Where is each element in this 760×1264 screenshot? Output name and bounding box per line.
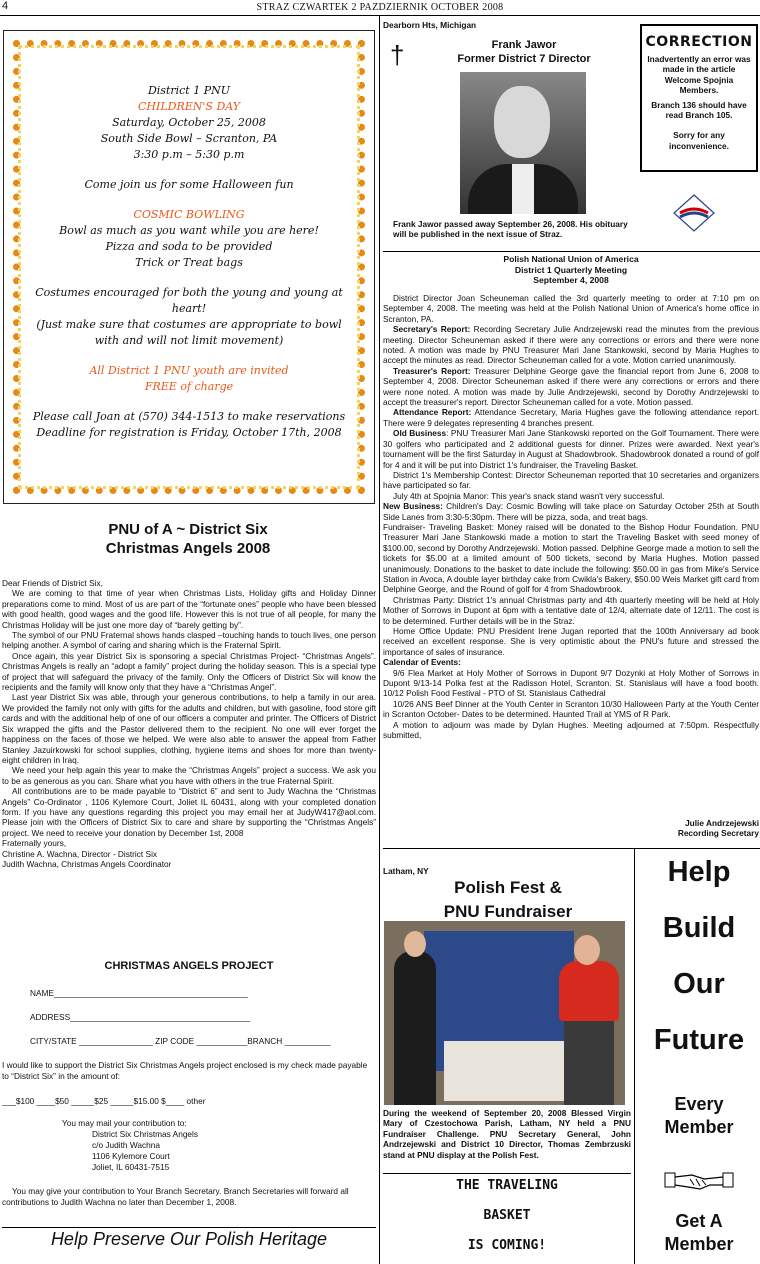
letter-paragraph: The symbol of our PNU Fraternal shows hands clasped –touching hands to touch lives, one person helping another. A symbol of caring and sharing which is the Fraternal Spirit. — [2, 630, 376, 651]
polishfest-title — [383, 876, 633, 924]
minutes-text: 10/26 ANS Beef Dinner at the Youth Center in Scranton 10/30 Halloween Party at the Youth Center in Scranton October- Dates to be determined. Haunted Trail at YMS of R Park. — [383, 698, 759, 720]
mail-address-line-4: Joliet, IL 60431-7515 — [92, 1162, 170, 1172]
letter-paragraph: Fraternally yours, — [2, 838, 67, 849]
letter-paragraph: Last year District Six was able, through your generous contributions, to help a family in our area. We provided the family not only with gifts for the adults and children, but with gasoline, food store gift cards and with the additional help of one of our officers a computer and printer. The Officers of District Six wrapped the gifts and the Pastor delivered them to the recipient. No one will ever forget the happiness on the faces of those we helped. We were also able to answer the appeal from Father Stanley Jazuirkowski for school supplies, clothing, hygiene items and shoes for more than twenty-eight children in Iraq. — [2, 692, 376, 765]
minutes-section-label: Secretary's Report: — [393, 324, 471, 335]
help-build-our-future-ad — [640, 0, 758, 1264]
flyer-line: Pizza and soda to be provided — [105, 240, 273, 253]
minutes-text: July 4th at Spojnia Manor: This year's snack stand wasn't very successful. — [393, 490, 665, 501]
help-word-1: Help — [667, 856, 731, 888]
minutes-text: Children's Day: Cosmic Bowling will take place on Saturday October 25th at South Side Lanes from 3:30-5:30pm. There will be pizza, soda, and treat bags. — [383, 501, 759, 522]
title-line-2: Christmas Angels 2008 — [105, 540, 271, 557]
minutes-text: : PNU Treasurer Mari Jane Stankowski reported on the Golf Tournament. There were 30 golfers who participated and 2 additional guests for dinner. Prizes were awarded. Next year's tournament will be the first Saturday in August at Shadowbrook. Shadowbrook donated a round of golf for 4 and it will be put into District 1's fundraiser, the Traveling Basket. — [383, 428, 759, 470]
column-divider — [379, 16, 380, 1264]
heritage-rule — [2, 1227, 376, 1228]
minutes-text: Home Office Update: PNU President Irene Jugan reported that the 100th Anniversary ad book received an excellent response. She is very optimistic about the PNU's future and stressed the importance of sales of insurance. — [383, 626, 759, 657]
help-word-4: Future — [653, 1024, 745, 1056]
basket-line-1: THE TRAVELING — [456, 1178, 558, 1193]
branch-note: You may give your contribution to Your Branch Secretary. Branch Secretaries will forward all contributions to Judith Wachna no later than December 1, 2008. — [2, 1186, 349, 1207]
frank-jawor-photo — [460, 72, 586, 214]
minutes-text: Attendance Secretary, Maria Hughes gave the following attendance report. There were 9 delegates representing 4 branches present. — [383, 407, 760, 428]
letter-paragraph: Dear Friends of District Six, — [2, 578, 103, 588]
letter-paragraph: We need your help again this year to make the “Christmas Angels” project a success. We ask you to be as generous as you can. Share what you have with others in the true Fraternal Spirit. — [2, 765, 376, 786]
letter-paragraph: All contributions are to be made payable to “District 6” and sent to Judy Wachna the “Christmas Angels” Co-Ordinator , 1106 Kylemore Court, Joliet IL 60431, along with your completed donation form. If you have any questions regarding this project you may email her at JudyW417@aol.com. Please join with the Officers of District Six to care and share by supporting the “Christmas Angels” project. We need to receive your donation by December 1st, 2008 — [2, 786, 376, 838]
minutes-text: Fundraiser- Traveling Basket: Money raised will be donated to the Bishop Hodur Foundation. PNU Treasurer Mari Jane Stankowski made a motion to start the Traveling Basket with seed money of $100.00, second by Dorothy Andrzejewski. Motion passed. Delphine George made a motion to sell the tickets for $5.00 at a limited amount of 500 tickets, second by Maria Hughes. Motion passed unanimously. Donations to the basket to date include the following: $50.00 in gas from Mike's Service Station in Avoca, A double layer birthday cake from Cwikla's Bakery, $50.00 Weis Market gift card from Delphine George, and the Round of golf for 4 from Shadowbrook. — [383, 521, 759, 595]
get-a-word: Get A — [675, 1211, 723, 1231]
flyer-line — [28, 395, 350, 409]
signature-name: Julie Andrzejewski — [685, 818, 759, 828]
obituary-heading — [420, 38, 628, 66]
mail-instruction: You may mail your contribution to: — [62, 1118, 187, 1128]
minutes-text: District 1's Membership Contest: Director Scheuneman reported that 10 secretaries and organizers have participated so far. — [383, 469, 759, 491]
traveling-basket-notice — [383, 1178, 631, 1253]
obituary-location: Dearborn Hts, Michigan — [383, 20, 477, 30]
letter-paragraph: Christine A. Wachna, Director - District Six — [2, 848, 158, 859]
flyer-line: FREE of charge — [144, 380, 234, 393]
minutes-text: Christmas Party: District 1's annual Christmas party and 4th quarterly meeting will be held at Holy Mother of Sorrows in Dupont at 6pm with a tentative date of 12/4, alternate date of 12/11. The cost is to be determined. Further details will be in the Straz. — [383, 594, 759, 626]
basket-line-3: IS COMING! — [467, 1238, 547, 1253]
correction-heading: CORRECTION — [645, 34, 753, 50]
minutes-section-label: New Business: — [383, 501, 443, 512]
address-field[interactable]: ADDRESS_______________________________________ — [30, 1012, 251, 1022]
minutes-section-label: Calendar of Events: — [383, 657, 461, 668]
flyer-line: 3:30 p.m – 5:30 p.m — [133, 148, 245, 161]
help-word-2: Build — [662, 912, 736, 944]
flyer-line: CHILDREN'S DAY — [137, 100, 241, 113]
minutes-text: Treasurer Delphine George gave the financial report from June 6, 2008 to September 4, 2008. Director Scheuneman asked if there were any corrections or errors and there were none noted. A motion was made by Julie Andrzejewski, second by Dorothy Andrzejewski to accept the treasurer's report. Director Scheuneman called for a vote. Motion passed. — [383, 365, 759, 408]
minutes-text: 9/6 Flea Market at Holy Mother of Sorrows in Dupont 9/7 Dozynki at Holy Mother of Sorrows in Dupont 9/13-14 Polka fest at the Radisson Hotel, Scranton. St. Stanislaus will have a food booth. 10/12 Polish Food Festival - PTO of St. Stanislaus Cathedral — [383, 667, 759, 699]
flyer-line: Deadline for registration is Friday, October 17th, 2008 — [36, 426, 342, 439]
get-member-word: Member — [664, 1234, 734, 1254]
amount-options[interactable]: ___$100 ____$50 _____$25 _____$15.00 $____ other — [2, 1096, 206, 1106]
correction-text-3: Sorry for any inconvenience. — [669, 130, 729, 151]
flyer-line: Saturday, October 25, 2008 — [112, 116, 266, 129]
christmas-angels-letter — [2, 578, 376, 869]
correction-text-2: Branch 136 should have read Branch 105. — [651, 99, 747, 121]
cross-icon: † — [390, 40, 405, 70]
flyer-line: Costumes encouraged for both the young and young at heart! — [35, 286, 343, 315]
polishfest-title-1: Polish Fest & — [454, 878, 562, 897]
flyer-line: Trick or Treat bags — [135, 256, 243, 269]
minutes-section-label: Old Business — [393, 428, 447, 439]
handshake-icon — [664, 1165, 734, 1193]
polishfest-location: Latham, NY — [383, 866, 429, 876]
letter-paragraph: Judith Wachna, Christmas Angels Coordinator — [2, 858, 172, 869]
form-title: CHRISTMAS ANGELS PROJECT — [104, 960, 274, 972]
minutes-heading-3: September 4, 2008 — [533, 275, 609, 285]
mail-address-line-3: 1106 Kylemore Court — [92, 1151, 170, 1161]
minutes-section-label: Treasurer's Report: — [393, 365, 471, 376]
flyer-line: COSMIC BOWLING — [133, 208, 245, 221]
christmas-angels-title — [2, 520, 374, 558]
mail-address-line-1: District Six Christmas Angels — [92, 1129, 199, 1139]
minutes-section-label: Attendance Report: — [393, 407, 472, 418]
every-word: Every — [674, 1094, 724, 1114]
flyer-line: Please call Joan at (570) 344-1513 to make reservations — [32, 410, 346, 423]
help-column-divider — [634, 849, 635, 1264]
name-field[interactable]: NAME__________________________________________ — [30, 988, 248, 998]
minutes-heading-2: District 1 Quarterly Meeting — [514, 264, 628, 275]
flyer-line — [28, 163, 350, 177]
basket-rule — [383, 1173, 631, 1174]
flyer-line: All District 1 PNU youth are invited — [89, 364, 289, 377]
signature-title: Recording Secretary — [677, 828, 759, 839]
obituary-name: Frank Jawor — [491, 39, 557, 51]
title-line-1: PNU of A ~ District Six — [108, 521, 268, 538]
minutes-heading-1: Polish National Union of America — [503, 254, 639, 264]
childrens-day-flyer — [3, 30, 375, 504]
minutes-text: District Director Joan Scheuneman called the 3rd quarterly meeting to order at 7:10 pm on September 4, 2008. The meeting was held at the Polish National Union of America's home office in Scranton, PA. — [383, 293, 759, 324]
flyer-line: Come join us for some Halloween fun — [84, 178, 294, 191]
minutes-text: Recording Secretary Julie Andrzejewski read the minutes from the previous meeting. Director Scheuneman asked if there were any corrections or errors and there were none noted. A motion was made by PNU Treasurer Mari Jane Stankowski, second by Maria Hughes to accept the minutes as read. Director Scheuneman called for a vote. Motion carried unanimously. — [383, 324, 760, 366]
correction-text-1: Inadvertently an error was made in the article Welcome Spojnia Members. — [647, 54, 751, 96]
flyer-line — [28, 349, 350, 363]
help-word-3: Our — [673, 968, 725, 1000]
flyer-line — [28, 271, 350, 285]
polishfest-title-2: PNU Fundraiser — [443, 902, 573, 921]
polishfest-caption: During the weekend of September 20, 2008 Blessed Virgin Mary of Czestochowa Parish, Latham, NY held a PNU Fundraiser Challenge. PNU Secretary General, John Andrzejewski and District 10 Director, Thomas Zembrzuski stand at PNU display at the Polish Fest. — [383, 1108, 631, 1160]
flyer-line: Bowl as much as you want while you are here! — [59, 224, 319, 237]
flyer-line: South Side Bowl – Scranton, PA — [100, 132, 278, 145]
letter-paragraph: Once again, this year District Six is sponsoring a special Christmas Project- “Christmas Angels”. Christmas Angels is really an “adopt a family” project during the holiday season. This is a special type of project that will safeguard the privacy of the family. Only the Officers of District Six will know the recipients and the family will know only that they have a “Christmas Angel”. — [2, 650, 376, 693]
obituary-role: Former District 7 Director — [457, 53, 591, 65]
newspaper-header: STRAZ CZWARTEK 2 PAZDZIERNIK OCTOBER 2008 — [256, 2, 504, 13]
basket-line-2: BASKET — [483, 1208, 531, 1223]
city-state-zip-branch-field[interactable]: CITY/STATE ________________ ZIP CODE ___________BRANCH __________ — [30, 1036, 331, 1046]
flyer-line: (Just make sure that costumes are appropriate to bowl with and will not limit movement) — [36, 318, 342, 347]
flyer-line — [28, 193, 350, 207]
flyer-line: District 1 PNU — [147, 84, 231, 97]
member-word: Member — [664, 1117, 734, 1137]
heritage-slogan: Help Preserve Our Polish Heritage — [50, 1229, 328, 1249]
minutes-text: A motion to adjourn was made by Dylan Hughes. Meeting adjourned at 7:50pm. Respectfully submitted, — [383, 719, 759, 741]
support-statement: I would like to support the District Six Christmas Angels project enclosed is my check made payable to “District Six” in the amount of: — [2, 1060, 368, 1081]
mail-address-line-2: c/o Judith Wachna — [92, 1140, 160, 1150]
page-number: 4 — [2, 0, 9, 12]
letter-paragraph: We are coming to that time of year when Christmas Lists, Holiday gifts and Holiday Dinner preparations come to mind. Most of us are part of the “fortunate ones” people who have been blessed with good health, good wages and the good life. However this is not true of all people, for many the Christmas Holiday will be just one more day of “barely getting by”. — [2, 588, 376, 630]
obituary-caption: Frank Jawor passed away September 26, 2008. His obituary will be published in the next issue of Straz. — [393, 219, 628, 240]
polish-fest-photo — [384, 921, 625, 1105]
flyer-text — [28, 83, 350, 441]
